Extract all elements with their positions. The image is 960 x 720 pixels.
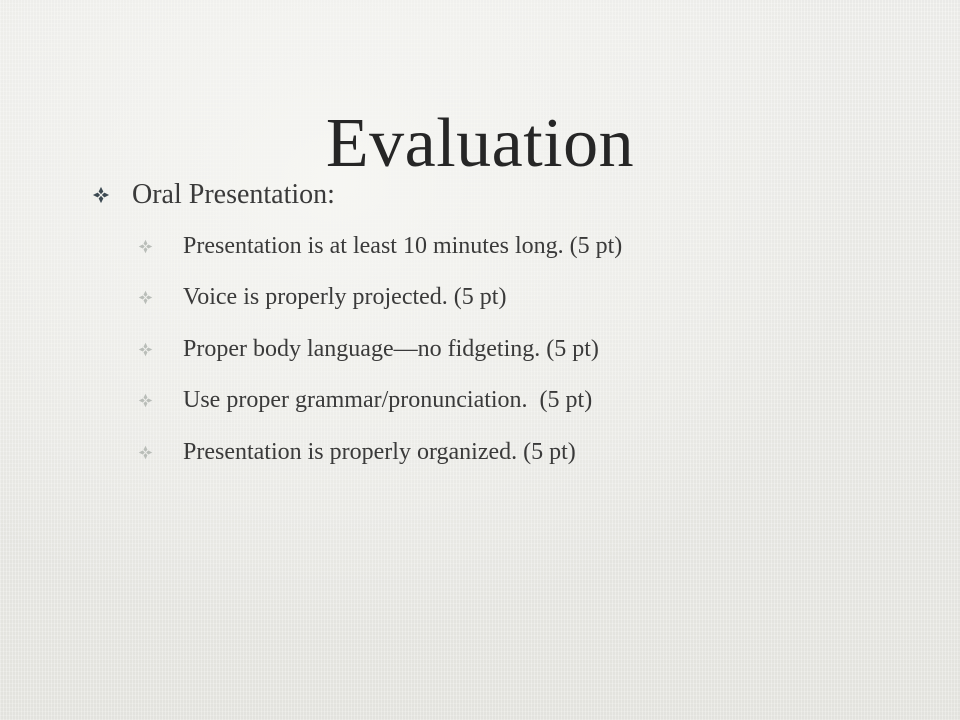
sub-bullet-item [138,228,622,264]
diamond-petal-bullet-icon [138,290,153,305]
diamond-petal-bullet-icon [138,239,153,254]
slide-title: Evaluation [325,104,635,182]
sub-bullet-text: Proper body language—no fidgeting. (5 pt) [183,335,599,362]
diamond-petal-bullet-icon [138,342,153,357]
bullet-item-oral-presentation [92,176,335,214]
sub-bullet-text: Presentation is properly organized. (5 pt) [183,438,576,465]
diamond-petal-bullet-icon [92,186,110,204]
diamond-petal-bullet-icon [138,393,153,408]
sub-bullet-item [138,383,622,419]
diamond-petal-bullet-icon [138,445,153,460]
sub-bullet-item [138,331,622,367]
sub-bullet-item [138,434,622,470]
sub-bullet-text: Use proper grammar/pronunciation. (5 pt) [183,387,593,413]
sub-bullet-text: Presentation is at least 10 minutes long. (5 pt) [183,232,623,259]
sub-bullet-list [138,228,622,486]
sub-bullet-item [138,280,622,316]
sub-bullet-text: Voice is properly projected. (5 pt) [183,284,507,310]
bullet-text: Oral Presentation: [132,179,335,210]
